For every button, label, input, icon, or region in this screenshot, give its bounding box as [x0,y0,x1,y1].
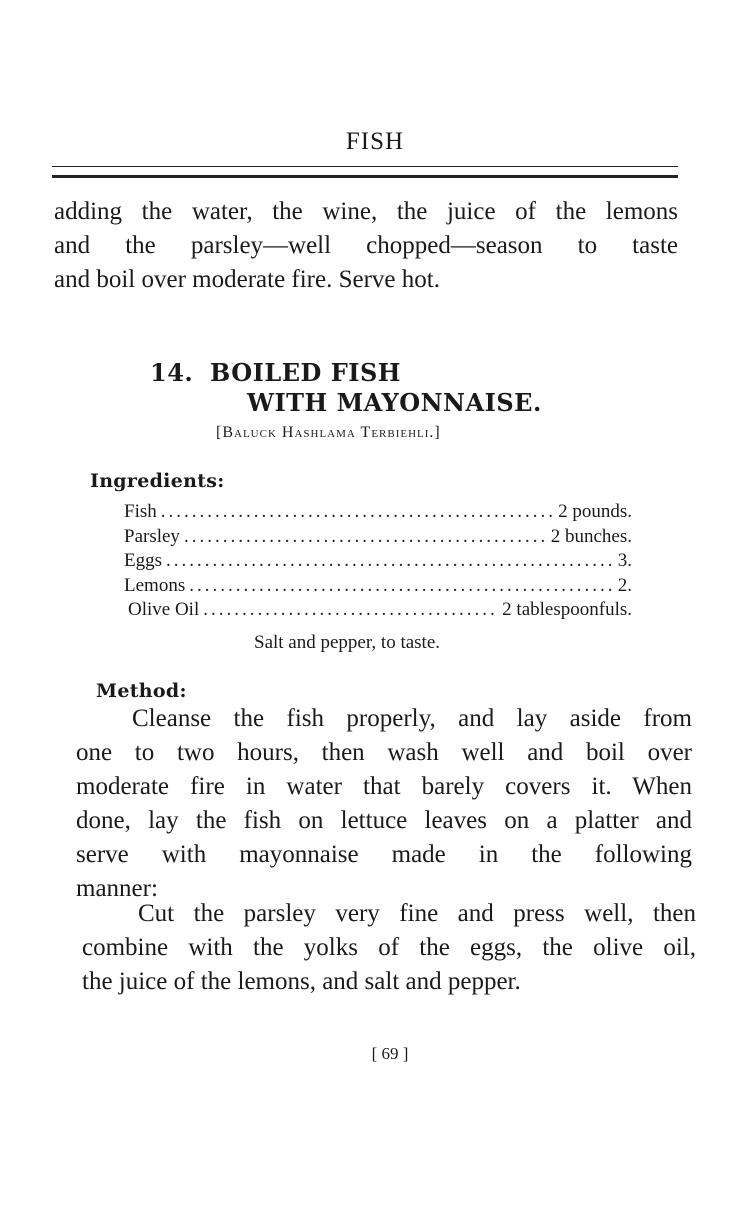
paragraph-line: Cleanse the fish properly, and lay aside from [132,705,692,732]
header-rule-thin [52,166,678,167]
ingredient-row [124,598,632,623]
paragraph-line: and the parsley—well chopped—season to taste [54,232,678,259]
ingredient-row [124,574,632,599]
paragraph-line: done, lay the fish on lettuce leaves on a platter and [76,807,692,834]
recipe-title-line-2: WITH MAYONNAISE. [247,388,542,417]
ingredient-name: Parsley [124,525,180,547]
paragraph-line: Cut the parsley very fine and press well, then [138,900,696,927]
ingredient-name: Eggs [124,550,162,571]
paragraph-line: the juice of the lemons, and salt and pepper. [82,968,521,995]
dot-leader [184,525,547,550]
paragraph-line: manner: [76,875,158,902]
ingredient-name: Lemons [124,574,186,596]
paragraph-line: serve with mayonnaise made in the following [76,841,692,868]
ingredient-row [124,500,632,525]
dot-leader [166,549,614,574]
continued-paragraph [54,195,678,297]
page-number: [ 69 ] [371,1044,409,1063]
ingredients-heading: Ingredients: [90,470,225,492]
dot-leader [161,500,554,525]
ingredient-row [124,549,632,574]
dot-leader [203,598,498,623]
header-rule-thick [52,175,678,178]
method-paragraph-2 [82,897,696,999]
paragraph-line: adding the water, the wine, the juice of the lemons [54,198,678,225]
recipe-title-line-1: BOILED FISH [210,358,401,387]
ingredient-quantity: 3. [617,550,632,571]
paragraph-line: and boil over moderate fire. Serve hot. [54,266,440,293]
ingredient-row [124,525,632,550]
recipe-number: 14. [150,358,194,387]
ingredient-name: Olive Oil [128,599,200,620]
ingredient-quantity: 2 tablespoonfuls. [502,599,632,620]
paragraph-line: one to two hours, then wash well and boil over [76,739,692,766]
running-head: FISH [345,128,405,155]
ingredient-quantity: 2 bunches. [550,525,632,547]
ingredients-list [124,500,632,623]
paragraph-line: moderate fire in water that barely covers it. When [76,773,692,800]
seasoning-note: Salt and pepper, to taste. [254,632,441,653]
paragraph-line: combine with the yolks of the eggs, the olive oil, [82,934,696,961]
method-paragraph-1 [76,702,692,906]
ingredient-quantity: 2. [617,574,632,596]
dot-leader [189,574,614,599]
recipe-title [150,358,542,418]
ingredient-name: Fish [124,501,157,522]
method-heading: Method: [96,680,187,702]
recipe-subtitle: [Baluck Hashlama Terbiehli.] [216,424,441,441]
ingredient-quantity: 2 pounds. [558,501,632,522]
